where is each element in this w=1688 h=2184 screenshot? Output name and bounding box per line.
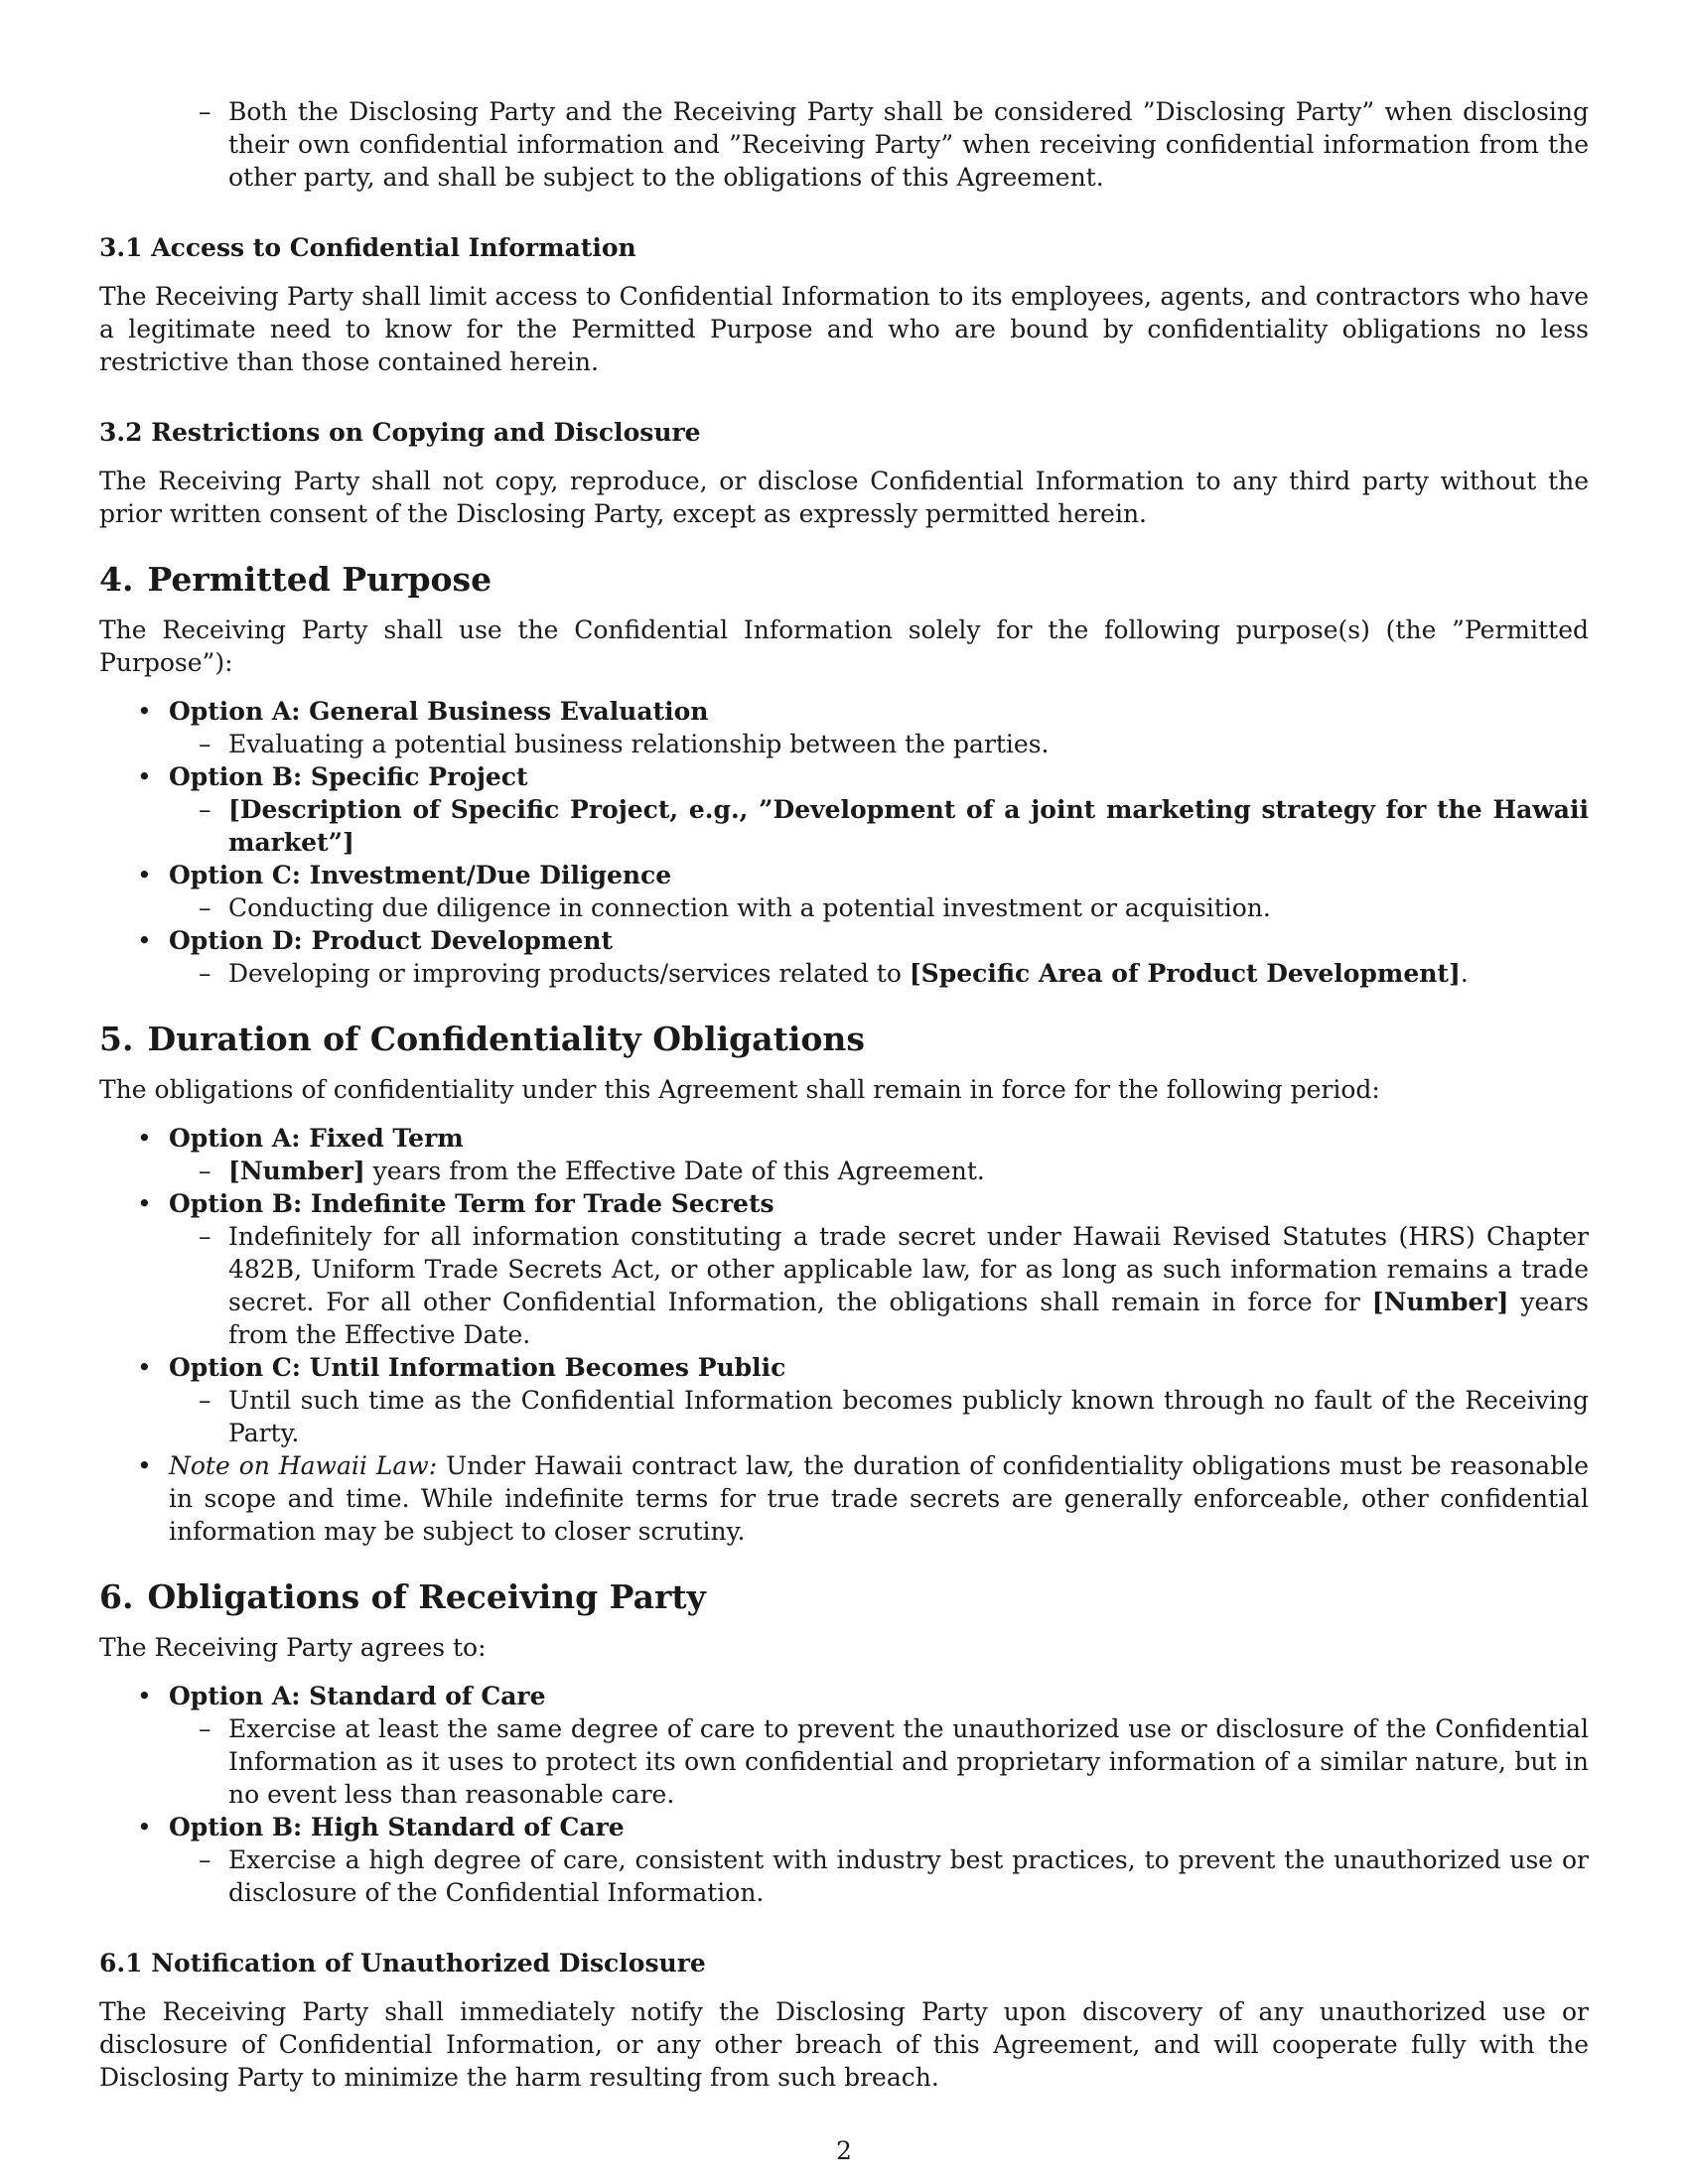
option-title: Option B: Specific Project	[169, 762, 528, 791]
purpose-option-c	[99, 859, 1589, 924]
option-text-placeholder: [Number]	[1371, 1288, 1509, 1316]
option-text-end: years from the Effective Date.	[228, 1288, 1589, 1349]
dash-marker: –	[199, 1845, 211, 1874]
option-title: Option B: Indefinite Term for Trade Secrets	[169, 1189, 774, 1218]
section-6-1-body: The Receiving Party shall immediately notify the Disclosing Party upon discovery of any unauthorized use or disclosure of Confidential Information, or any other breach of this Agreement, and will cooperate fully with the Disclosing Party to minimize the harm resulting from such breach.	[99, 1997, 1589, 2092]
duration-options-list	[99, 1122, 1589, 1548]
section-5-intro: The obligations of confidentiality under this Agreement shall remain in force for the following period:	[99, 1075, 1380, 1104]
bullet-marker: •	[137, 861, 152, 889]
section-6-intro: The Receiving Party agrees to:	[99, 1633, 487, 1662]
option-text: Until such time as the Confidential Information becomes publicly known through no fault of the Receiving Party.	[228, 1386, 1589, 1447]
option-text: Exercise a high degree of care, consistent with industry best practices, to prevent the unauthorized use or disclosure of the Confidential Information.	[228, 1845, 1589, 1907]
option-text: Developing or improving products/services related to	[228, 959, 910, 988]
bullet-marker: •	[137, 1124, 152, 1153]
document-page	[99, 95, 1589, 2094]
dash-marker: –	[199, 97, 211, 126]
option-text: Exercise at least the same degree of care to prevent the unauthorized use or disclosure of the Confidential Information as it uses to protect its own confidential and proprietary information of a similar nature, but in no event less than reasonable care.	[228, 1714, 1589, 1809]
page-number: 2	[836, 2136, 852, 2165]
dash-marker: –	[199, 893, 211, 922]
section-6-title: Obligations of Receiving Party	[147, 1577, 706, 1616]
section-5-title: Duration of Confidentiality Obligations	[147, 1020, 865, 1058]
section-4-heading	[99, 560, 1589, 600]
hawaii-law-note	[99, 1449, 1589, 1548]
section-5-number: 5.	[99, 1020, 134, 1058]
option-detail	[169, 1843, 1589, 1909]
dash-marker: –	[199, 730, 211, 758]
intro-list-item	[99, 95, 1589, 194]
bullet-marker: •	[137, 762, 152, 791]
option-title: Option A: Fixed Term	[169, 1124, 464, 1153]
option-detail	[169, 891, 1589, 924]
section-5-heading	[99, 1020, 1589, 1059]
obligation-options-list	[99, 1680, 1589, 1909]
dash-marker: –	[199, 1714, 211, 1743]
option-text-placeholder: [Specific Area of Product Development]	[909, 959, 1461, 988]
option-text: Conducting due diligence in connection with a potential investment or acquisition.	[228, 893, 1271, 922]
dash-marker: –	[199, 1386, 211, 1415]
section-6-1-heading: 6.1 Notification of Unauthorized Disclosure	[99, 1949, 706, 1978]
bullet-marker: •	[137, 926, 152, 955]
dash-marker: –	[199, 1222, 211, 1251]
note-label: Note on Hawaii Law:	[169, 1451, 438, 1480]
option-title: Option A: Standard of Care	[169, 1682, 546, 1710]
option-detail	[169, 728, 1589, 760]
option-title: Option A: General Business Evaluation	[169, 697, 709, 726]
section-3-1-body: The Receiving Party shall limit access to Confidential Information to its employees, agents, and contractors who have a legitimate need to know for the Permitted Purpose and who are bound by confidentiality obligations no less restrictive than those contained herein.	[99, 282, 1589, 376]
dash-marker: –	[199, 795, 211, 824]
option-title: Option C: Until Information Becomes Public	[169, 1353, 786, 1382]
bullet-marker: •	[137, 1189, 152, 1218]
option-text-placeholder: [Description of Specific Project, e.g., ”Development of a joint marketing strategy for the Hawaii market”]	[228, 795, 1589, 857]
purpose-option-a	[99, 695, 1589, 760]
bullet-marker: •	[137, 1353, 152, 1382]
section-6-number: 6.	[99, 1577, 134, 1616]
option-detail	[169, 793, 1589, 859]
section-6-heading	[99, 1577, 1589, 1617]
bullet-marker: •	[137, 1682, 152, 1710]
option-text: Indefinitely for all information constituting a trade secret under Hawaii Revised Statutes (HRS) Chapter 482B, Uniform Trade Secrets Act, or other applicable law, for as long as such information remains a trade secret. For all other Confidential Information, the obligations shall remain in force for	[228, 1222, 1589, 1316]
section-3-2-heading: 3.2 Restrictions on Copying and Disclosure	[99, 418, 701, 447]
option-text-placeholder: [Number]	[228, 1157, 365, 1185]
option-title: Option B: High Standard of Care	[169, 1813, 625, 1842]
obligation-option-a	[99, 1680, 1589, 1811]
duration-option-a	[99, 1122, 1589, 1187]
bullet-marker: •	[137, 1451, 152, 1480]
purpose-option-d	[99, 924, 1589, 990]
section-4-number: 4.	[99, 560, 134, 599]
option-detail	[169, 1384, 1589, 1449]
purpose-options-list	[99, 695, 1589, 990]
duration-option-b	[99, 1187, 1589, 1351]
option-text: Evaluating a potential business relationship between the parties.	[228, 730, 1050, 758]
section-4-intro: The Receiving Party shall use the Confidential Information solely for the following purpose(s) (the ”Permitted Purpose”):	[99, 615, 1589, 677]
section-4-title: Permitted Purpose	[147, 560, 492, 599]
option-text-end: .	[1460, 959, 1469, 988]
option-detail	[169, 957, 1589, 990]
dash-marker: –	[199, 1157, 211, 1185]
purpose-option-b	[99, 760, 1589, 859]
section-3-2-body: The Receiving Party shall not copy, reproduce, or disclose Confidential Information to any third party without the prior written consent of the Disclosing Party, except as expressly permitted herein.	[99, 467, 1589, 528]
note-text: Under Hawaii contract law, the duration of confidentiality obligations must be reasonable in scope and time. While indefinite terms for true trade secrets are generally enforceable, other confidential information may be subject to closer scrutiny.	[169, 1451, 1589, 1546]
duration-option-c	[99, 1351, 1589, 1449]
option-detail	[169, 1155, 1589, 1187]
bullet-marker: •	[137, 1813, 152, 1842]
obligation-option-b	[99, 1811, 1589, 1909]
option-detail	[169, 1712, 1589, 1811]
option-title: Option C: Investment/Due Diligence	[169, 861, 672, 889]
option-detail	[169, 1220, 1589, 1351]
section-3-1-heading: 3.1 Access to Confidential Information	[99, 233, 636, 262]
intro-item-text: Both the Disclosing Party and the Receiving Party shall be considered ”Disclosing Party” when disclosing their own confidential information and ”Receiving Party” when receiving confidential information from the other party, and shall be subject to the obligations of this Agreement.	[228, 97, 1589, 192]
option-text: years from the Effective Date of this Agreement.	[364, 1157, 985, 1185]
bullet-marker: •	[137, 697, 152, 726]
dash-marker: –	[199, 959, 211, 988]
option-title: Option D: Product Development	[169, 926, 613, 955]
